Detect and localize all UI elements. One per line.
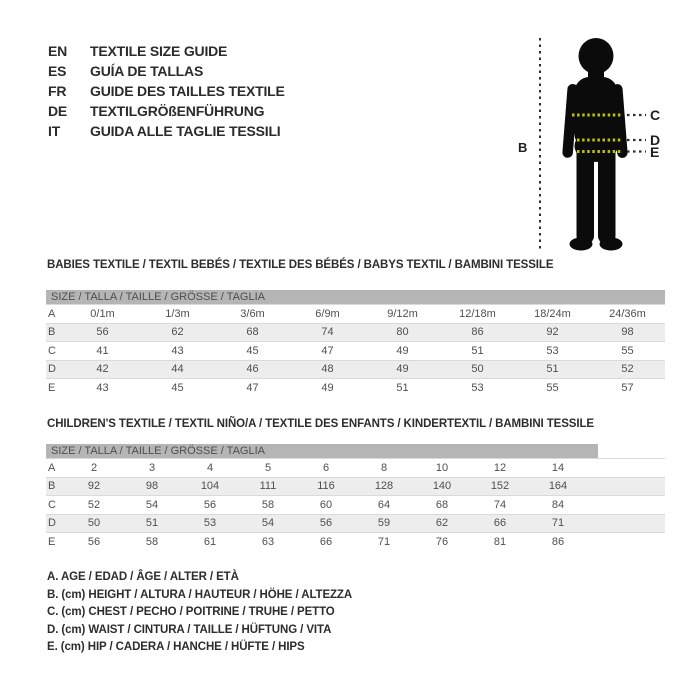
table-cell: 14 (551, 461, 565, 474)
children-size-table (46, 444, 665, 551)
table-cell: 98 (621, 326, 634, 339)
language-code: ES (48, 63, 67, 79)
table-cell: 56 (87, 535, 101, 548)
legend-age: A. AGE / EDAD / ÂGE / ALTER / ETÀ (47, 571, 239, 583)
language-row-es (48, 61, 285, 81)
language-title: TEXTILE SIZE GUIDE (90, 43, 228, 59)
language-code: DE (48, 103, 68, 119)
table-cell: 44 (171, 363, 184, 376)
table-cell: 50 (471, 363, 484, 376)
table-cell: 46 (246, 363, 259, 376)
table-cell: 2 (90, 461, 98, 474)
language-row-fr (48, 81, 285, 101)
label-hip-e: E (650, 144, 660, 160)
language-code: EN (48, 43, 68, 59)
table-cell: 74 (321, 326, 334, 339)
table-cell: 3 (148, 461, 156, 474)
table-cell: 47 (246, 381, 259, 394)
table-cell: 164 (548, 480, 568, 493)
babies-size-table (46, 290, 665, 397)
table-cell: 52 (87, 498, 101, 511)
row-label: B (48, 480, 56, 493)
table-cell: 45 (171, 381, 184, 394)
table-cell: 53 (203, 517, 217, 530)
table-cell: 51 (471, 344, 484, 357)
row-label: A (48, 307, 56, 320)
table-cell: 49 (396, 363, 409, 376)
table-cell: 84 (551, 498, 565, 511)
table-cell: 116 (317, 480, 335, 493)
table-cell: 56 (96, 326, 109, 339)
row-label: C (48, 344, 56, 357)
label-waist-d: D (650, 132, 661, 148)
label-chest-c: C (650, 107, 661, 123)
row-label: E (48, 381, 56, 394)
table-cell: 58 (261, 498, 275, 511)
legend-chest: C. (cm) CHEST / PECHO / POITRINE / TRUHE / PETTO (47, 606, 335, 619)
table-cell: 61 (203, 535, 217, 548)
table-cell: 80 (396, 326, 409, 339)
table-cell: 62 (435, 517, 449, 530)
table-cell: 12 (493, 461, 507, 474)
children-table-header: SIZE / TALLA / TAILLE / GRÖSSE / TAGLIA (46, 444, 598, 458)
row-label: E (48, 535, 56, 548)
table-cell: 41 (96, 344, 109, 357)
table-row-c (46, 495, 665, 514)
table-cell: 74 (493, 498, 507, 511)
table-cell: 56 (319, 517, 333, 530)
table-cell: 66 (319, 535, 333, 548)
table-cell: 9/12m (387, 307, 418, 320)
table-cell: 6 (322, 461, 330, 474)
row-label: C (48, 498, 56, 511)
table-row-a (46, 458, 665, 477)
table-row-b (46, 323, 665, 342)
table-cell: 42 (96, 363, 109, 376)
table-cell: 0/1m (90, 307, 115, 320)
table-cell: 51 (546, 363, 559, 376)
language-title-list (48, 41, 285, 141)
table-cell: 66 (493, 517, 507, 530)
measurement-legend (47, 569, 352, 657)
row-label: B (48, 326, 56, 339)
legend-height: B. (cm) HEIGHT / ALTURA / HAUTEUR / HÖHE / ALTEZZA (47, 588, 353, 601)
table-cell: 111 (259, 480, 277, 493)
table-cell: 43 (96, 381, 109, 394)
table-cell: 43 (171, 344, 184, 357)
legend-waist: D. (cm) WAIST / CINTURA / TAILLE / HÜFTUNG / VITA (47, 623, 332, 636)
table-cell: 62 (171, 326, 184, 339)
table-cell: 24/36m (609, 307, 646, 320)
table-cell: 60 (319, 498, 333, 511)
language-title: GUIDE DES TAILLES TEXTILE (90, 83, 285, 99)
table-cell: 18/24m (534, 307, 571, 320)
row-label: A (48, 461, 56, 474)
child-silhouette-diagram (515, 30, 675, 258)
language-row-en (48, 41, 285, 61)
table-cell: 8 (380, 461, 388, 474)
children-section-title: CHILDREN'S TEXTILE / TEXTIL NIÑO/A / TEXTILE DES ENFANTS / KINDERTEXTIL / BAMBINI TESSILE (47, 418, 594, 430)
table-row-d (46, 514, 665, 533)
table-cell: 57 (621, 381, 634, 394)
table-cell: 81 (493, 535, 507, 548)
table-row-a (46, 304, 665, 323)
table-row-e (46, 378, 665, 397)
table-cell: 51 (145, 517, 159, 530)
table-cell: 152 (490, 480, 510, 493)
language-code: IT (48, 123, 61, 139)
babies-table-header: SIZE / TALLA / TAILLE / GRÖSSE / TAGLIA (46, 290, 665, 304)
table-cell: 64 (377, 498, 391, 511)
table-cell: 45 (246, 344, 259, 357)
table-cell: 54 (261, 517, 275, 530)
table-cell: 98 (145, 480, 159, 493)
row-label: D (48, 517, 56, 530)
table-cell: 56 (203, 498, 217, 511)
table-cell: 59 (377, 517, 391, 530)
table-cell: 71 (551, 517, 565, 530)
table-cell: 1/3m (165, 307, 190, 320)
table-row-b (46, 477, 665, 496)
table-row-c (46, 341, 665, 360)
table-cell: 71 (377, 535, 391, 548)
table-cell: 48 (321, 363, 334, 376)
table-row-d (46, 360, 665, 379)
table-cell: 51 (396, 381, 409, 394)
table-cell: 140 (432, 480, 452, 493)
table-cell: 58 (145, 535, 159, 548)
table-cell: 5 (264, 461, 272, 474)
table-cell: 86 (471, 326, 484, 339)
table-cell: 86 (551, 535, 565, 548)
table-cell: 47 (321, 344, 334, 357)
table-cell: 63 (261, 535, 275, 548)
language-row-it (48, 121, 285, 141)
table-cell: 4 (206, 461, 214, 474)
language-row-de (48, 101, 285, 121)
table-cell: 104 (200, 480, 220, 493)
table-cell: 55 (546, 381, 559, 394)
table-cell: 55 (621, 344, 634, 357)
table-cell: 68 (435, 498, 449, 511)
row-label: D (48, 363, 56, 376)
table-cell: 68 (246, 326, 259, 339)
table-cell: 12/18m (459, 307, 496, 320)
language-title: GUIDA ALLE TAGLIE TESSILI (90, 123, 281, 139)
language-title: TEXTILGRÖßENFÜHRUNG (90, 103, 265, 119)
table-cell: 6/9m (315, 307, 340, 320)
table-cell: 10 (435, 461, 449, 474)
table-cell: 49 (321, 381, 334, 394)
table-cell: 76 (435, 535, 449, 548)
table-cell: 50 (87, 517, 101, 530)
label-height-b: B (518, 140, 528, 155)
table-cell: 49 (396, 344, 409, 357)
table-cell: 3/6m (240, 307, 265, 320)
table-row-e (46, 532, 665, 551)
language-code: FR (48, 83, 67, 99)
language-title: GUÍA DE TALLAS (90, 63, 204, 79)
legend-hip: E. (cm) HIP / CADERA / HANCHE / HÜFTE / HIPS (47, 641, 305, 654)
table-cell: 53 (471, 381, 484, 394)
table-cell: 52 (621, 363, 634, 376)
child-silhouette (562, 38, 628, 251)
table-cell: 53 (546, 344, 559, 357)
table-cell: 92 (87, 480, 101, 493)
table-cell: 92 (546, 326, 559, 339)
babies-section-title: BABIES TEXTILE / TEXTIL BEBÉS / TEXTILE DES BÉBÉS / BABYS TEXTIL / BAMBINI TESSILE (47, 259, 554, 271)
table-cell: 54 (145, 498, 159, 511)
table-cell: 128 (374, 480, 394, 493)
